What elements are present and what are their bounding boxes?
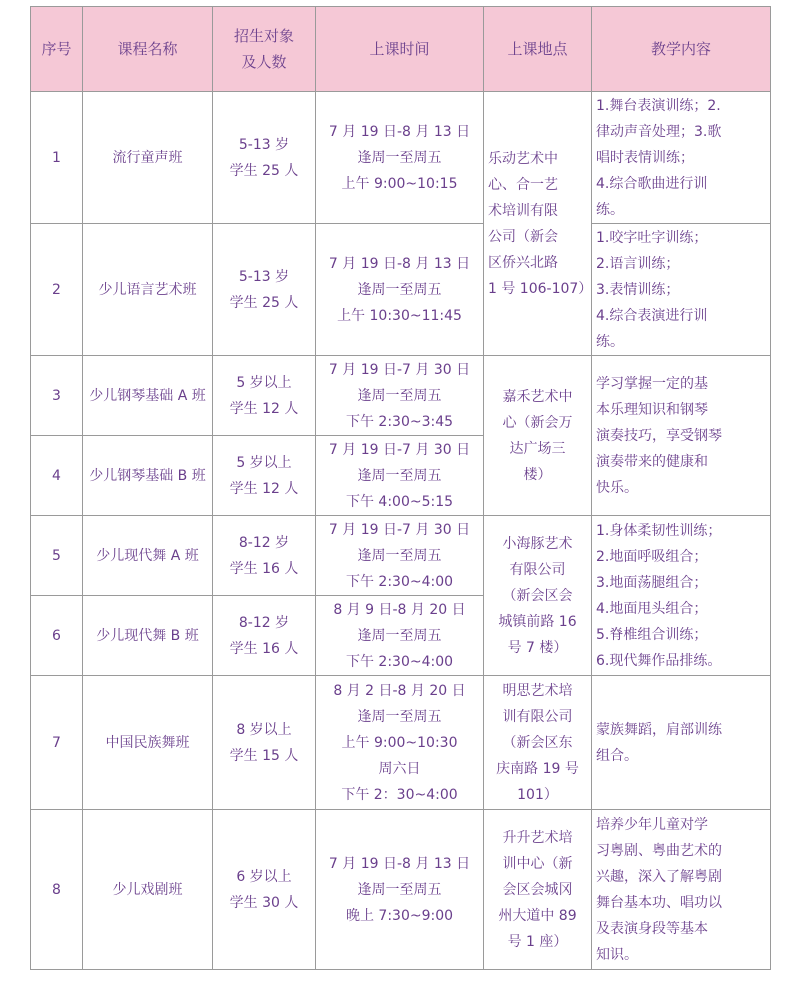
location-line: 嘉禾艺术中 [502,388,573,405]
row-target-age: 5-13 岁 [238,268,290,285]
row-time-dates: 7 月 19 日-7 月 30 日 [328,521,471,538]
header-index: 序号 [31,7,83,92]
location-line: 区侨兴北路 [488,254,558,271]
row-course: 少儿语言艺术班 [83,224,213,356]
content-line: 2.地面呼吸组合； [596,548,708,565]
location-line: 心（新会万 [502,414,573,431]
content-line: 6.现代舞作品排练。 [596,652,722,669]
content-line: 1.咬字吐字训练； [596,229,708,246]
table-row [31,516,771,596]
row-course: 少儿钢琴基础 B 班 [83,436,213,516]
row-location [484,516,592,676]
content-line: 演奏带来的健康和 [596,453,708,470]
location-line: 楼） [523,466,552,483]
location-line: 升升艺术培 [502,829,573,846]
row-target-count: 学生 16 人 [229,560,299,577]
row-content [592,810,771,970]
row-target [213,810,316,970]
row-time-days: 逢周一至周五 [357,149,442,166]
row-target-age: 5-13 岁 [238,136,290,153]
course-schedule-table [30,6,771,970]
location-line: 公司（新会 [488,228,558,245]
row-content [592,92,771,224]
row-index: 3 [31,356,83,436]
row-time-days: 逢周一至周五 [357,627,442,644]
location-line: 会区会城冈 [502,881,573,898]
table-row [31,810,771,970]
row-course: 少儿戏剧班 [83,810,213,970]
row-time-dates: 7 月 19 日-7 月 30 日 [328,361,471,378]
row-content [592,516,771,676]
row-target-count: 学生 25 人 [229,162,299,179]
table-row [31,676,771,810]
content-line: 习粤剧、粤曲艺术的 [596,842,722,859]
row-target-count: 学生 25 人 [229,294,299,311]
row-time-weekend: 周六日 [378,760,421,777]
row-time [316,516,484,596]
row-time-hours: 上午 9:00~10:30 [341,734,458,751]
table-row [31,92,771,224]
row-target-age: 8-12 岁 [238,614,290,631]
row-time-weekend-hours: 下午 2：30~4:00 [341,786,458,803]
row-time-hours: 下午 2:30~3:45 [345,413,454,430]
content-line: 演奏技巧，享受钢琴 [596,427,722,444]
row-target-age: 5 岁以上 [236,374,292,391]
location-line: 州大道中 89 [498,907,577,924]
row-index: 8 [31,810,83,970]
location-line: 术培训有限 [488,202,558,219]
content-line: 律动声音处理；3.歌 [596,123,722,140]
content-line: 快乐。 [596,479,638,496]
location-line: 乐动艺术中 [488,150,558,167]
row-time [316,810,484,970]
row-location [484,92,592,356]
content-line: 及表演身段等基本 [596,920,708,937]
content-line: 3.地面荡腿组合； [596,574,708,591]
header-content: 教学内容 [592,7,771,92]
row-target [213,356,316,436]
content-line: 4.综合表演进行训 [596,307,708,324]
table-row [31,356,771,436]
row-time-hours: 下午 2:30~4:00 [345,653,454,670]
row-content [592,356,771,516]
header-target-line1: 招生对象 [233,27,294,45]
row-time-hours: 晚上 7:30~9:00 [345,907,454,924]
row-index: 1 [31,92,83,224]
content-line: 培养少年儿童对学 [596,816,708,833]
row-content [592,224,771,356]
row-time-hours: 上午 9:00~10:15 [341,175,458,192]
row-target-age: 6 岁以上 [236,868,292,885]
location-line: 小海豚艺术 [502,535,573,552]
row-target-age: 8 岁以上 [236,721,292,738]
row-time [316,596,484,676]
location-line: 1 号 106-107） [488,280,593,297]
content-line: 学习掌握一定的基 [596,375,708,392]
row-time-days: 逢周一至周五 [357,387,442,404]
content-line: 1.身体柔韧性训练； [596,522,722,539]
content-line: 3.表情训练； [596,281,680,298]
content-line: 组合。 [596,747,638,764]
row-time-days: 逢周一至周五 [357,467,442,484]
row-index: 7 [31,676,83,810]
row-target [213,676,316,810]
row-target-age: 8-12 岁 [238,534,290,551]
content-line: 本乐理知识和钢琴 [596,401,708,418]
row-target-count: 学生 30 人 [229,894,299,911]
row-time-hours: 下午 2:30~4:00 [345,573,454,590]
row-time-dates: 7 月 19 日-7 月 30 日 [328,441,471,458]
location-line: 训有限公司 [502,708,573,725]
content-line: 蒙族舞蹈，肩部训练 [596,721,722,738]
row-time-hours: 上午 10:30~11:45 [337,307,462,324]
row-target [213,92,316,224]
row-target [213,596,316,676]
location-line: 号 1 座） [507,933,568,950]
row-time-days: 逢周一至周五 [357,547,442,564]
row-time-dates: 7 月 19 日-8 月 13 日 [328,123,471,140]
location-line: 庆南路 19 号 [496,760,579,777]
row-target [213,516,316,596]
row-course: 流行童声班 [83,92,213,224]
location-line: （新会区东 [502,734,573,751]
row-target-count: 学生 15 人 [229,747,299,764]
row-time-dates: 7 月 19 日-8 月 13 日 [328,255,471,272]
location-line: 城镇前路 16 [498,613,577,630]
row-time-days: 逢周一至周五 [357,281,442,298]
location-line: （新会区会 [502,587,573,604]
row-time-days: 逢周一至周五 [357,881,442,898]
row-time-hours: 下午 4:00~5:15 [345,493,454,510]
row-time-days: 逢周一至周五 [357,708,442,725]
content-line: 4.综合歌曲进行训 [596,175,708,192]
row-time [316,436,484,516]
content-line: 1.舞台表演训练；2. [596,97,721,114]
header-target [213,7,316,92]
location-line: 101） [517,786,558,803]
row-target-count: 学生 16 人 [229,640,299,657]
location-line: 明思艺术培 [502,682,573,699]
row-course: 中国民族舞班 [83,676,213,810]
content-line: 舞台基本功、唱功以 [596,894,722,911]
content-line: 知识。 [596,946,638,963]
row-target [213,436,316,516]
row-location [484,356,592,516]
row-location [484,676,592,810]
row-time-dates: 8 月 9 日-8 月 20 日 [333,601,466,618]
content-line: 4.地面甩头组合； [596,600,708,617]
header-location: 上课地点 [484,7,592,92]
row-target-count: 学生 12 人 [229,480,299,497]
row-time [316,224,484,356]
table-row [31,224,771,356]
content-line: 兴趣，深入了解粤剧 [596,868,722,885]
row-index: 2 [31,224,83,356]
row-time-dates: 7 月 19 日-8 月 13 日 [328,855,471,872]
row-course: 少儿钢琴基础 A 班 [83,356,213,436]
location-line: 有限公司 [509,561,566,578]
table-header-row [31,7,771,92]
content-line: 练。 [596,333,624,350]
row-target-count: 学生 12 人 [229,400,299,417]
location-line: 达广场三 [509,440,566,457]
location-line: 心、合一艺 [488,176,558,193]
content-line: 练。 [596,201,624,218]
location-line: 训中心（新 [502,855,573,872]
row-time [316,356,484,436]
row-time-dates: 8 月 2 日-8 月 20 日 [333,682,466,699]
row-course: 少儿现代舞 A 班 [83,516,213,596]
header-course: 课程名称 [83,7,213,92]
header-target-line2: 及人数 [241,53,287,71]
row-content [592,676,771,810]
content-line: 5.脊椎组合训练； [596,626,708,643]
row-time [316,92,484,224]
header-time: 上课时间 [316,7,484,92]
row-time [316,676,484,810]
row-index: 4 [31,436,83,516]
row-target [213,224,316,356]
location-line: 号 7 楼） [507,639,568,656]
row-index: 6 [31,596,83,676]
row-location [484,810,592,970]
row-course: 少儿现代舞 B 班 [83,596,213,676]
row-index: 5 [31,516,83,596]
row-target-age: 5 岁以上 [236,454,292,471]
content-line: 2.语言训练； [596,255,680,272]
content-line: 唱时表情训练； [596,149,694,166]
